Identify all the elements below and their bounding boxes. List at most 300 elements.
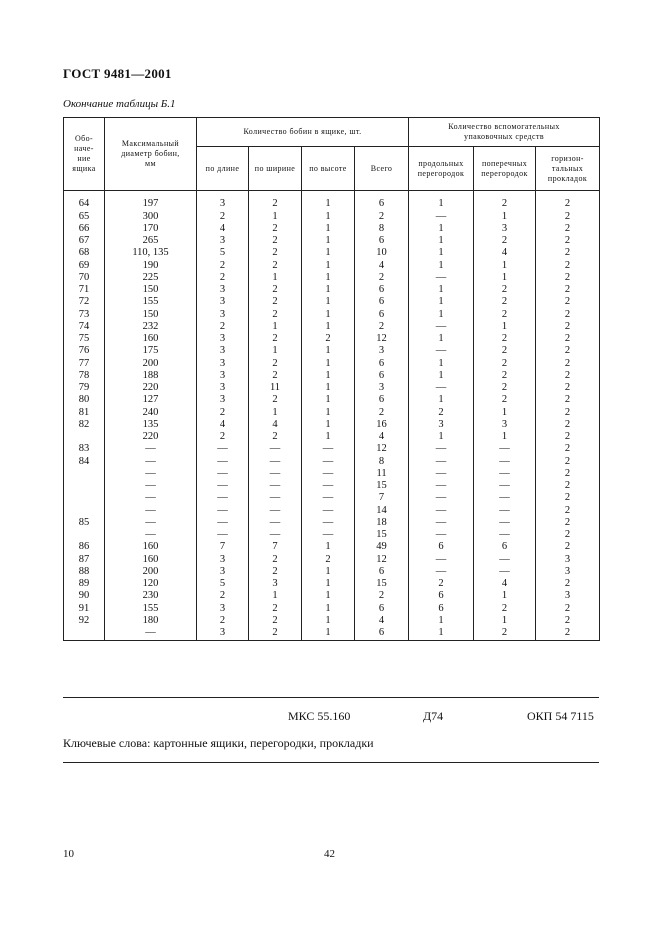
cell-total: 6 [355,191,409,211]
cell-by-width: — [249,517,302,529]
cell-horizontal: 2 [536,382,600,394]
table-row [64,505,600,517]
table-row [64,590,600,602]
cell-longitudinal: — [409,566,474,578]
table-row [64,345,600,357]
cell-by-length: 3 [197,358,249,370]
cell-longitudinal: 1 [409,394,474,406]
cell-by-width: 2 [249,370,302,382]
cell-longitudinal: — [409,529,474,541]
cell-by-height: — [302,468,355,480]
cell-designation: 87 [64,554,105,566]
cell-by-height: 1 [302,590,355,602]
cell-longitudinal: — [409,443,474,455]
cell-max-diameter: — [105,505,197,517]
cell-horizontal: 2 [536,333,600,345]
cell-transverse: 2 [474,191,536,211]
cell-by-length: 3 [197,394,249,406]
cell-transverse: 2 [474,309,536,321]
cell-longitudinal: 3 [409,419,474,431]
cell-longitudinal: 6 [409,590,474,602]
cell-by-length: 3 [197,309,249,321]
cell-by-length: 3 [197,554,249,566]
cell-designation: 80 [64,394,105,406]
cell-transverse: 1 [474,260,536,272]
cell-horizontal: 2 [536,456,600,468]
cell-transverse: — [474,505,536,517]
cell-by-height: — [302,456,355,468]
cell-total: 12 [355,554,409,566]
cell-longitudinal: — [409,272,474,284]
page-number-left: 10 [63,848,74,860]
cell-max-diameter: 160 [105,333,197,345]
cell-max-diameter: 110, 135 [105,247,197,259]
cell-by-width: 2 [249,627,302,639]
header-longitudinal: продольных перегородок [409,147,474,191]
filler-cell [302,639,355,640]
cell-by-width: 1 [249,272,302,284]
cell-max-diameter: 220 [105,431,197,443]
cell-horizontal: 2 [536,492,600,504]
cell-total: 6 [355,358,409,370]
cell-horizontal: 2 [536,191,600,211]
cell-max-diameter: 135 [105,419,197,431]
table-row [64,247,600,259]
cell-by-height: — [302,505,355,517]
cell-transverse: — [474,480,536,492]
cell-max-diameter: — [105,627,197,639]
cell-max-diameter: 175 [105,345,197,357]
cell-designation: 73 [64,309,105,321]
cell-total: 6 [355,603,409,615]
cell-by-height: 2 [302,333,355,345]
cell-max-diameter: 240 [105,407,197,419]
cell-by-height: 1 [302,370,355,382]
cell-by-width: 1 [249,590,302,602]
cell-designation: 72 [64,296,105,308]
cell-transverse: — [474,529,536,541]
cell-longitudinal: 1 [409,431,474,443]
cell-horizontal: 2 [536,394,600,406]
cell-by-height: 1 [302,272,355,284]
cell-by-width: 11 [249,382,302,394]
cell-horizontal: 2 [536,247,600,259]
cell-max-diameter: — [105,492,197,504]
cell-by-height: 1 [302,407,355,419]
table-row [64,529,600,541]
table-row [64,566,600,578]
cell-max-diameter: 197 [105,191,197,211]
cell-by-length: 4 [197,419,249,431]
table-row [64,370,600,382]
cell-designation [64,529,105,541]
cell-by-width: 1 [249,345,302,357]
cell-by-length: 2 [197,260,249,272]
table-row [64,333,600,345]
cell-by-length: 2 [197,211,249,223]
bobbin-table [63,117,600,641]
cell-transverse: 3 [474,419,536,431]
cell-designation: 84 [64,456,105,468]
cell-total: 12 [355,443,409,455]
cell-max-diameter: — [105,443,197,455]
cell-designation: 71 [64,284,105,296]
cell-horizontal: 2 [536,321,600,333]
d74-code: Д74 [423,709,444,723]
cell-by-length: 2 [197,431,249,443]
cell-designation: 76 [64,345,105,357]
cell-transverse: — [474,443,536,455]
cell-transverse: 2 [474,345,536,357]
header-total: Всего [355,147,409,191]
cell-max-diameter: 160 [105,554,197,566]
cell-by-height: 1 [302,615,355,627]
table-row [64,578,600,590]
cell-by-length: 3 [197,370,249,382]
cell-by-width: 2 [249,333,302,345]
cell-max-diameter: 200 [105,566,197,578]
cell-longitudinal: — [409,492,474,504]
cell-total: 15 [355,529,409,541]
cell-horizontal: 2 [536,468,600,480]
cell-total: 15 [355,480,409,492]
cell-by-length: — [197,456,249,468]
header-max-diameter: Максимальный диаметр бобин, мм [105,118,197,191]
cell-total: 4 [355,260,409,272]
cell-by-height: 1 [302,603,355,615]
cell-longitudinal: 2 [409,407,474,419]
cell-total: 6 [355,627,409,639]
cell-transverse: — [474,468,536,480]
cell-longitudinal: 1 [409,191,474,211]
cell-by-width: 3 [249,578,302,590]
cell-by-width: — [249,480,302,492]
cell-designation: 85 [64,517,105,529]
cell-by-width: 2 [249,247,302,259]
cell-by-width: 2 [249,566,302,578]
cell-designation: 69 [64,260,105,272]
cell-designation [64,431,105,443]
cell-max-diameter: — [105,480,197,492]
cell-max-diameter: 232 [105,321,197,333]
cell-longitudinal: 1 [409,333,474,345]
cell-by-height: 1 [302,309,355,321]
cell-total: 6 [355,284,409,296]
header-aux-count: Количество вспомогательных упаковочных средств [409,118,600,147]
cell-total: 6 [355,370,409,382]
cell-horizontal: 2 [536,345,600,357]
cell-transverse: 1 [474,321,536,333]
cell-horizontal: 2 [536,370,600,382]
header-bobbin-count: Количество бобин в ящике, шт. [197,118,409,147]
cell-max-diameter: — [105,456,197,468]
cell-transverse: 2 [474,370,536,382]
table-row [64,615,600,627]
cell-by-width: — [249,456,302,468]
cell-by-width: — [249,468,302,480]
filler-cell [409,639,474,640]
cell-max-diameter: 155 [105,296,197,308]
cell-longitudinal: — [409,456,474,468]
cell-horizontal: 2 [536,223,600,235]
cell-horizontal: 2 [536,419,600,431]
cell-longitudinal: 1 [409,309,474,321]
cell-max-diameter: 188 [105,370,197,382]
cell-by-width: 2 [249,603,302,615]
cell-designation: 91 [64,603,105,615]
cell-horizontal: 2 [536,578,600,590]
cell-by-width: 2 [249,615,302,627]
cell-transverse: 2 [474,358,536,370]
cell-longitudinal: — [409,468,474,480]
cell-max-diameter: 127 [105,394,197,406]
cell-by-width: 1 [249,407,302,419]
cell-total: 6 [355,309,409,321]
cell-by-length: 7 [197,541,249,553]
table-row [64,431,600,443]
cell-designation: 83 [64,443,105,455]
cell-horizontal: 2 [536,529,600,541]
table-row [64,321,600,333]
cell-by-length: — [197,480,249,492]
table-filler-row [64,639,600,640]
cell-horizontal: 2 [536,309,600,321]
cell-max-diameter: 265 [105,235,197,247]
cell-transverse: — [474,566,536,578]
cell-longitudinal: 1 [409,260,474,272]
cell-max-diameter: — [105,517,197,529]
cell-max-diameter: 220 [105,382,197,394]
filler-cell [105,639,197,640]
cell-max-diameter: 155 [105,603,197,615]
cell-longitudinal: 1 [409,627,474,639]
cell-by-width: — [249,492,302,504]
header-transverse: поперечных перегородок [474,147,536,191]
cell-by-width: 1 [249,321,302,333]
cell-total: 18 [355,517,409,529]
cell-transverse: 1 [474,407,536,419]
cell-longitudinal: 1 [409,358,474,370]
cell-longitudinal: — [409,554,474,566]
cell-longitudinal: — [409,321,474,333]
cell-longitudinal: 1 [409,235,474,247]
table-row [64,443,600,455]
cell-horizontal: 3 [536,590,600,602]
cell-longitudinal: 2 [409,578,474,590]
cell-max-diameter: 300 [105,211,197,223]
table-row [64,517,600,529]
cell-total: 49 [355,541,409,553]
cell-by-width: — [249,505,302,517]
cell-by-height: 1 [302,345,355,357]
cell-max-diameter: 150 [105,309,197,321]
cell-by-width: 2 [249,191,302,211]
cell-horizontal: 2 [536,603,600,615]
cell-by-height: — [302,529,355,541]
cell-designation: 77 [64,358,105,370]
table-row [64,309,600,321]
cell-by-height: 1 [302,382,355,394]
cell-total: 8 [355,456,409,468]
footer-rule-bottom [63,762,599,763]
cell-by-length: 3 [197,296,249,308]
cell-by-length: — [197,505,249,517]
table-row [64,627,600,639]
cell-horizontal: 2 [536,480,600,492]
cell-total: 12 [355,333,409,345]
cell-designation [64,468,105,480]
cell-horizontal: 2 [536,431,600,443]
cell-designation [64,627,105,639]
table-row [64,603,600,615]
table-body [64,191,600,641]
header-by-length: по длине [197,147,249,191]
footer-rule-top [63,697,599,698]
cell-by-height: 1 [302,211,355,223]
cell-by-length: 5 [197,578,249,590]
cell-by-width: 2 [249,284,302,296]
cell-longitudinal: — [409,211,474,223]
cell-by-height: 1 [302,235,355,247]
cell-transverse: 2 [474,235,536,247]
cell-transverse: 2 [474,333,536,345]
cell-horizontal: 3 [536,554,600,566]
table-row [64,211,600,223]
cell-transverse: 1 [474,272,536,284]
cell-longitudinal: 1 [409,296,474,308]
cell-by-width: 2 [249,431,302,443]
header-horizontal: горизон- тальных прокладок [536,147,600,191]
cell-horizontal: 2 [536,541,600,553]
cell-by-height: 1 [302,394,355,406]
cell-designation: 65 [64,211,105,223]
filler-cell [355,639,409,640]
cell-total: 4 [355,431,409,443]
cell-transverse: 4 [474,247,536,259]
cell-designation: 70 [64,272,105,284]
cell-horizontal: 2 [536,260,600,272]
cell-designation: 68 [64,247,105,259]
cell-total: 3 [355,345,409,357]
cell-by-height: — [302,492,355,504]
table-row [64,191,600,211]
table-row [64,235,600,247]
cell-transverse: 2 [474,603,536,615]
cell-by-height: 1 [302,321,355,333]
cell-max-diameter: 160 [105,541,197,553]
okp-code: ОКП 54 7115 [527,709,594,723]
cell-total: 2 [355,321,409,333]
cell-transverse: 6 [474,541,536,553]
filler-cell [249,639,302,640]
cell-max-diameter: 120 [105,578,197,590]
filler-cell [474,639,536,640]
cell-total: 6 [355,296,409,308]
cell-longitudinal: 1 [409,284,474,296]
cell-longitudinal: 1 [409,370,474,382]
cell-total: 11 [355,468,409,480]
cell-transverse: 1 [474,590,536,602]
cell-longitudinal: — [409,505,474,517]
cell-longitudinal: — [409,382,474,394]
cell-horizontal: 3 [536,566,600,578]
cell-designation: 78 [64,370,105,382]
cell-transverse: 2 [474,627,536,639]
cell-max-diameter: 150 [105,284,197,296]
cell-by-height: 1 [302,247,355,259]
filler-cell [64,639,105,640]
cell-by-height: 1 [302,566,355,578]
cell-by-length: 3 [197,191,249,211]
cell-transverse: 2 [474,394,536,406]
cell-by-height: 1 [302,627,355,639]
cell-designation [64,505,105,517]
table-caption: Окончание таблицы Б.1 [63,98,176,110]
cell-by-width: 2 [249,394,302,406]
table-row [64,394,600,406]
table-row [64,284,600,296]
cell-by-width: 2 [249,296,302,308]
cell-by-height: 1 [302,358,355,370]
cell-by-length: 4 [197,223,249,235]
cell-horizontal: 2 [536,235,600,247]
cell-total: 4 [355,615,409,627]
cell-by-height: 1 [302,578,355,590]
cell-by-width: 2 [249,260,302,272]
cell-designation: 86 [64,541,105,553]
cell-designation: 90 [64,590,105,602]
cell-transverse: — [474,456,536,468]
cell-transverse: 2 [474,296,536,308]
cell-by-height: 2 [302,554,355,566]
cell-by-length: 3 [197,382,249,394]
cell-horizontal: 2 [536,627,600,639]
table-row [64,272,600,284]
cell-by-length: 3 [197,235,249,247]
cell-by-length: 2 [197,615,249,627]
cell-transverse: 1 [474,615,536,627]
table-row [64,223,600,235]
table-row [64,468,600,480]
table-row [64,260,600,272]
cell-by-height: — [302,443,355,455]
cell-by-length: 3 [197,627,249,639]
cell-transverse: — [474,517,536,529]
cell-designation: 82 [64,419,105,431]
table-row [64,541,600,553]
cell-by-length: 2 [197,321,249,333]
cell-by-length: — [197,529,249,541]
cell-designation: 89 [64,578,105,590]
cell-by-length: — [197,517,249,529]
cell-total: 14 [355,505,409,517]
cell-designation: 64 [64,191,105,211]
cell-longitudinal: 1 [409,247,474,259]
cell-by-height: 1 [302,296,355,308]
cell-by-height: 1 [302,541,355,553]
table-row [64,407,600,419]
cell-longitudinal: — [409,345,474,357]
table-row [64,456,600,468]
cell-by-length: 3 [197,284,249,296]
cell-transverse: 1 [474,431,536,443]
cell-by-height: — [302,517,355,529]
cell-max-diameter: 170 [105,223,197,235]
cell-by-length: 3 [197,345,249,357]
cell-by-height: 1 [302,260,355,272]
keywords-line: Ключевые слова: картонные ящики, перегородки, прокладки [63,736,374,750]
table-row [64,480,600,492]
